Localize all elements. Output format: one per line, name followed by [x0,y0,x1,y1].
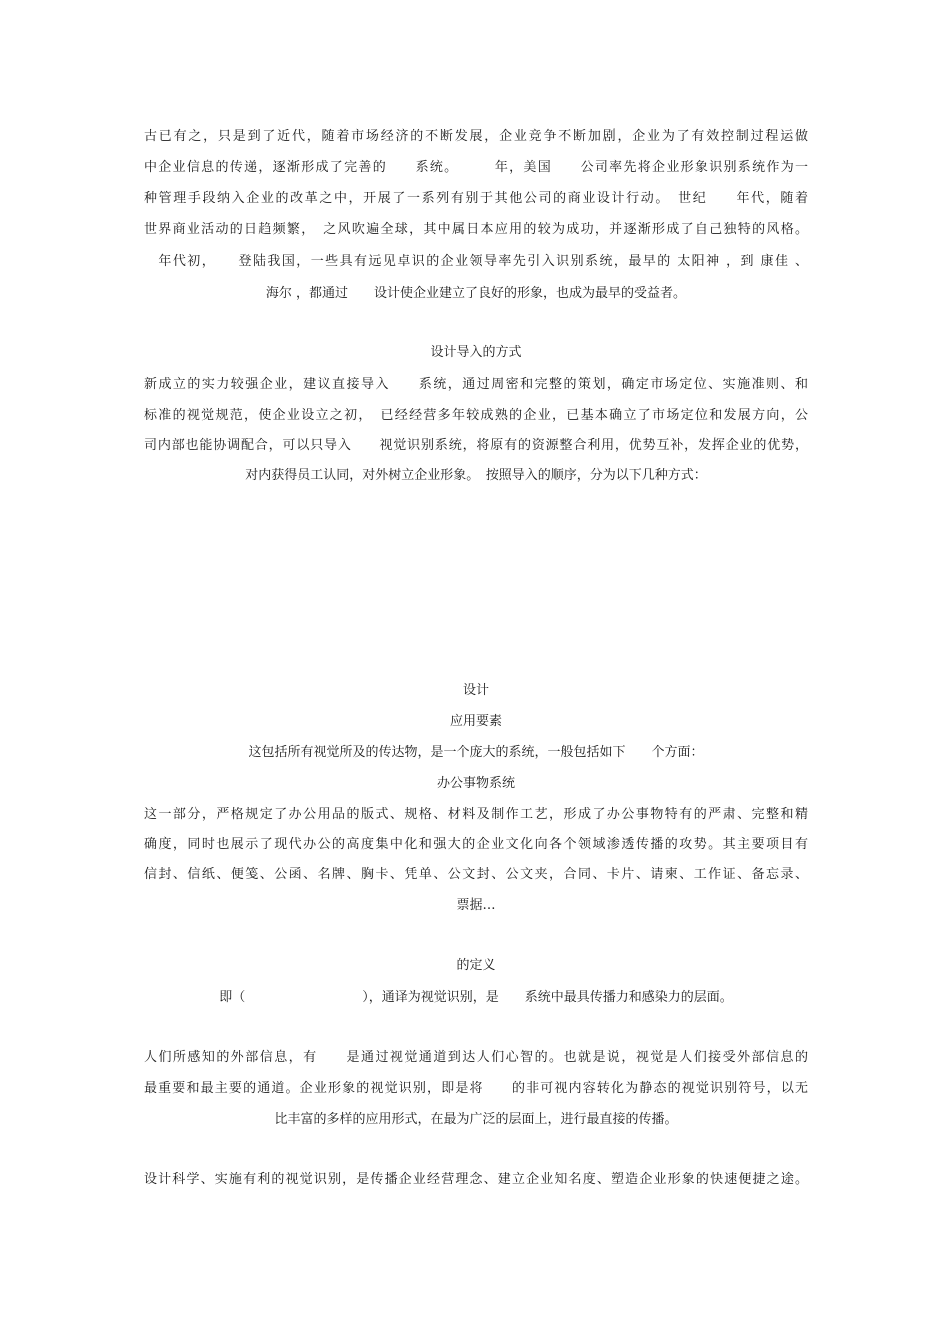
import-line-2: 标准的视觉规范，使企业设立之初， 已经经营多年较成熟的企业，已基本确立了市场定位和发展方向，公 [144,408,808,423]
office-line-2: 确度，同时也展示了现代办公的高度集中化和强大的企业文化向各个领域渗透传播的攻势。其主要项目有 [144,837,808,852]
office-title: 办公事物系统 [436,776,515,791]
definition-para-line-2: 最重要和最主要的通道。企业形象的视觉识别，即是将 的非可视内容转化为静态的视觉识别符号，以无 [144,1081,808,1096]
import-heading: 设计导入的方式 [430,345,522,360]
intro-line-3: 种管理手段纳入企业的改革之中，开展了一系列有别于其他公司的商业设计行动。 世纪 年代，随着 [144,191,808,206]
intro-line-5: 年代初， 登陆我国，一些具有远见卓识的企业领导率先引入识别系统，最早的 太阳神 ，到 康佳 、 [144,254,808,269]
definition-para-line-3: 比丰富的多样的应用形式，在最为广泛的层面上，进行最直接的传播。 [274,1112,678,1127]
import-line-3: 司内部也能协调配合，可以只导入 视觉识别系统，将原有的资源整合利用，优势互补，发挥企业的优势， [144,438,808,453]
design-heading: 设计 [462,683,489,698]
office-line-1: 这一部分，严格规定了办公用品的版式、规格、材料及制作工艺，形成了办公事物特有的严肃、完整和精 [144,807,808,822]
office-line-4: 票据… [456,898,496,913]
definition-para-line-1: 人们所感知的外部信息，有 是通过视觉通道到达人们心智的。也就是说，视觉是人们接受外部信息的 [144,1050,808,1065]
design-subheading: 应用要素 [449,714,502,729]
intro-line-6: 海尔 ，都通过 设计使企业建立了良好的形象，也成为最早的受益者。 [265,286,687,301]
definition-heading: 的定义 [456,958,496,973]
import-line-4: 对内获得员工认同，对外树立企业形象。 按照导入的顺序，分为以下几种方式： [245,468,707,483]
design-summary: 这包括所有视觉所及的传达物，是一个庞大的系统，一般包括如下 个方面： [248,745,704,760]
intro-line-1: 古已有之，只是到了近代，随着市场经济的不断发展，企业竞争不断加剧，企业为了有效控制过程运做 [144,129,808,144]
definition-line: 即（ ），通译为视觉识别，是 系统中最具传播力和感染力的层面。 [219,990,733,1005]
office-line-3: 信封、信纸、便笺、公函、名牌、胸卡、凭单、公文封、公文夹，合同、卡片、请柬、工作证、备忘录、 [144,867,808,882]
import-line-1: 新成立的实力较强企业，建议直接导入 系统，通过周密和完整的策划，确定市场定位、实施准则、和 [144,377,808,392]
intro-line-2: 中企业信息的传递，逐渐形成了完善的 系统。 年，美国 公司率先将企业形象识别系统作为一 [144,160,808,175]
closing-line: 设计科学、实施有利的视觉识别，是传播企业经营理念、建立企业知名度、塑造企业形象的快速便捷之途。 [144,1172,808,1187]
intro-line-4: 世界商业活动的日趋频繁， 之风吹遍全球，其中属日本应用的较为成功，并逐渐形成了自己独特的风格。 [144,222,808,237]
